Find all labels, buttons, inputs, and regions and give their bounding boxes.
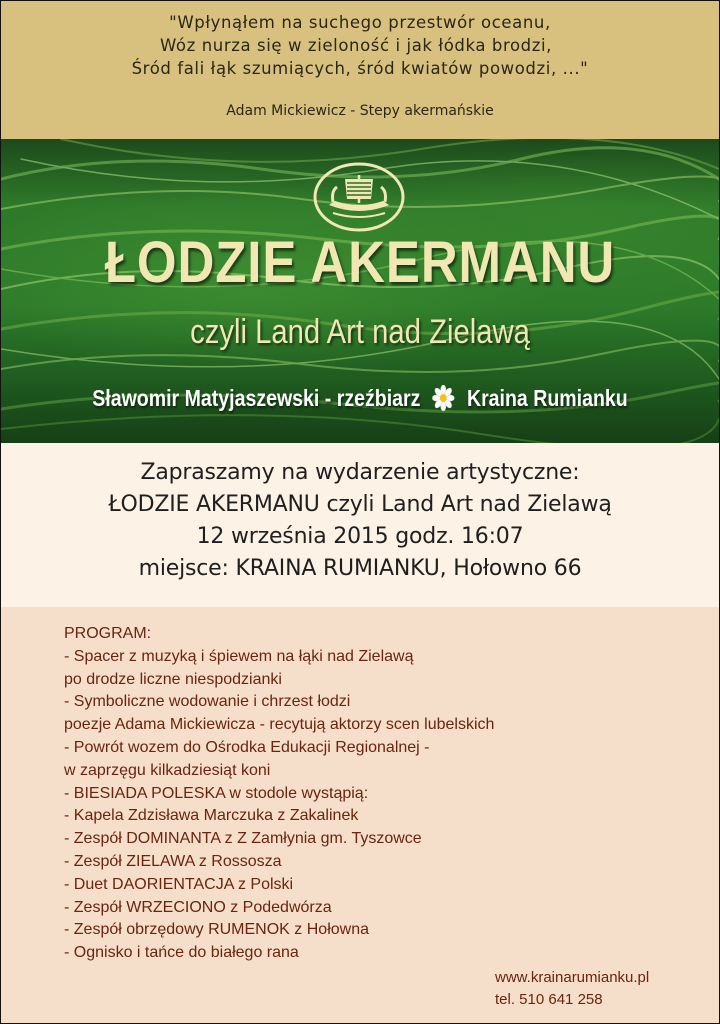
program-item: - Powrót wozem do Ośrodka Edukacji Regionalnej - <box>64 738 430 756</box>
program-item: - Zespół DOMINANTA z Z Zamłynia gm. Tyszowce <box>64 830 422 848</box>
program-list <box>64 623 494 965</box>
quote-section <box>1 1 719 139</box>
invitation-section <box>1 443 719 607</box>
event-subtitle: czyli Land Art nad Zielawą <box>190 313 530 351</box>
program-item: w zaprzęgu kilkadziesiąt koni <box>64 761 271 779</box>
invite-location: miejsce: KRAINA RUMIANKU, Hołowno 66 <box>138 556 582 581</box>
quote-line: Wóz nurza się w zieloność i jak łódka brodzi, <box>159 36 553 55</box>
phone-number: tel. 510 641 258 <box>495 991 603 1008</box>
venue-credit: Kraina Rumianku <box>466 385 628 411</box>
event-title: ŁODZIE AKERMANU <box>104 230 616 295</box>
program-item: - Spacer z muzyką i śpiewem na łąki nad Zielawą <box>64 647 414 665</box>
quote-attribution: Adam Mickiewicz - Stepy akermańskie <box>226 103 494 119</box>
invite-date: 12 września 2015 godz. 16:07 <box>196 524 524 549</box>
artist-credit: Sławomir Matyjaszewski - rzeźbiarz <box>92 385 421 411</box>
contact-info <box>495 967 649 1011</box>
invite-line: ŁODZIE AKERMANU czyli Land Art nad Zielawą <box>108 492 612 517</box>
program-item: - Zespół ZIELAWA z Rossosza <box>64 852 282 870</box>
quote-line: "Wpłynąłem na suchego przestwór oceanu, <box>169 13 551 32</box>
quote-text <box>1 11 719 80</box>
invite-line: Zapraszamy na wydarzenie artystyczne: <box>140 460 580 485</box>
program-item: - Zespół obrzędowy RUMENOK z Hołowna <box>64 921 369 939</box>
program-heading: PROGRAM: <box>64 625 152 642</box>
quote-line: Śród fali łąk szumiących, śród kwiatów powodzi, ..." <box>131 59 589 78</box>
program-item: - Ognisko i tańce do białego rana <box>64 944 299 962</box>
program-item: - Duet DAORIENTACJA z Polski <box>64 875 294 893</box>
program-item: - Zespół WRZECIONO z Podedwórza <box>64 898 332 916</box>
daisy-icon <box>433 385 455 411</box>
website-link[interactable]: www.krainarumianku.pl <box>495 969 650 986</box>
program-item: po drodze liczne niespodzianki <box>64 670 282 688</box>
viking-ship-icon <box>311 161 407 233</box>
program-item: - Kapela Zdzisława Marczuka z Zakalinek <box>64 807 359 825</box>
program-section <box>1 607 719 1023</box>
banner-section <box>1 139 719 443</box>
program-item: - BIESIADA POLESKA w stodole wystąpią: <box>64 784 369 802</box>
program-item: - Symboliczne wodowanie i chrzest łodzi <box>64 693 351 711</box>
program-item: poezje Adama Mickiewicza - recytują aktorzy scen lubelskich <box>64 716 495 734</box>
credit-line <box>1 385 719 419</box>
